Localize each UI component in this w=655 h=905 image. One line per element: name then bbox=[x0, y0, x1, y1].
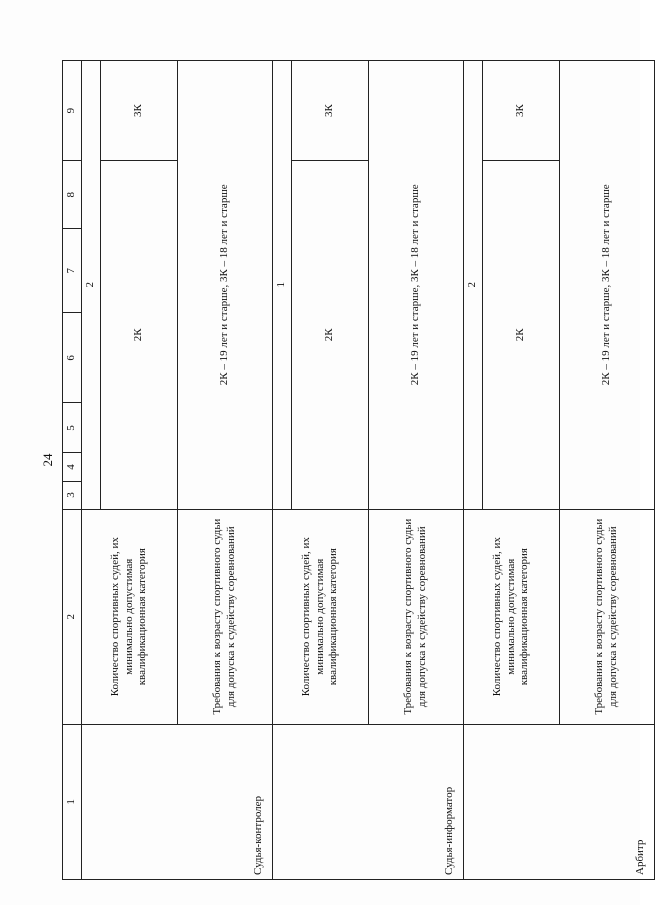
header-row bbox=[63, 61, 82, 880]
table-row bbox=[273, 61, 292, 880]
role-cell: Арбитр bbox=[464, 724, 655, 879]
age-label-cell: Требования к возрасту спортивного судьи для допуска к судейству соревнований bbox=[178, 509, 273, 724]
page-number: 24 bbox=[40, 453, 55, 467]
age-label-cell: Требования к возрасту спортивного судьи для допуска к судейству соревнований bbox=[369, 509, 464, 724]
count-label-cell: Количество спортивных судей, их минимально допустимая квалификационная категория bbox=[273, 509, 369, 724]
header-cell: 3 bbox=[63, 481, 82, 509]
table-row bbox=[464, 61, 483, 880]
table-row bbox=[82, 61, 101, 880]
rotated-content bbox=[40, 60, 647, 880]
category-cell: 3К bbox=[292, 61, 369, 161]
role-cell: Судья-контролер bbox=[82, 724, 273, 879]
header-cell: 9 bbox=[63, 61, 82, 161]
header-cell: 7 bbox=[63, 229, 82, 313]
header-cell: 4 bbox=[63, 453, 82, 481]
age-value-cell: 2К – 19 лет и старше, 3К – 18 лет и старше bbox=[369, 61, 464, 510]
age-value-cell: 2К – 19 лет и старше, 3К – 18 лет и старше bbox=[560, 61, 655, 510]
header-cell: 5 bbox=[63, 403, 82, 453]
category-cell: 2К bbox=[483, 161, 560, 509]
header-cell: 1 bbox=[63, 724, 82, 879]
role-cell: Судья-информатор bbox=[273, 724, 464, 879]
header-cell: 8 bbox=[63, 161, 82, 229]
age-label-cell: Требования к возрасту спортивного судьи для допуска к судейству соревнований bbox=[560, 509, 655, 724]
category-cell: 2К bbox=[292, 161, 369, 509]
category-cell: 3К bbox=[101, 61, 178, 161]
referee-requirements-table bbox=[62, 60, 655, 880]
count-number-cell: 1 bbox=[273, 61, 292, 510]
category-cell: 3К bbox=[483, 61, 560, 161]
header-cell: 2 bbox=[63, 509, 82, 724]
category-cell: 2К bbox=[101, 161, 178, 509]
count-label-cell: Количество спортивных судей, их минимально допустимая квалификационная категория bbox=[82, 509, 178, 724]
age-value-cell: 2К – 19 лет и старше, 3К – 18 лет и старше bbox=[178, 61, 273, 510]
header-cell: 6 bbox=[63, 313, 82, 403]
count-number-cell: 2 bbox=[82, 61, 101, 510]
count-number-cell: 2 bbox=[464, 61, 483, 510]
count-label-cell: Количество спортивных судей, их минимально допустимая квалификационная категория bbox=[464, 509, 560, 724]
